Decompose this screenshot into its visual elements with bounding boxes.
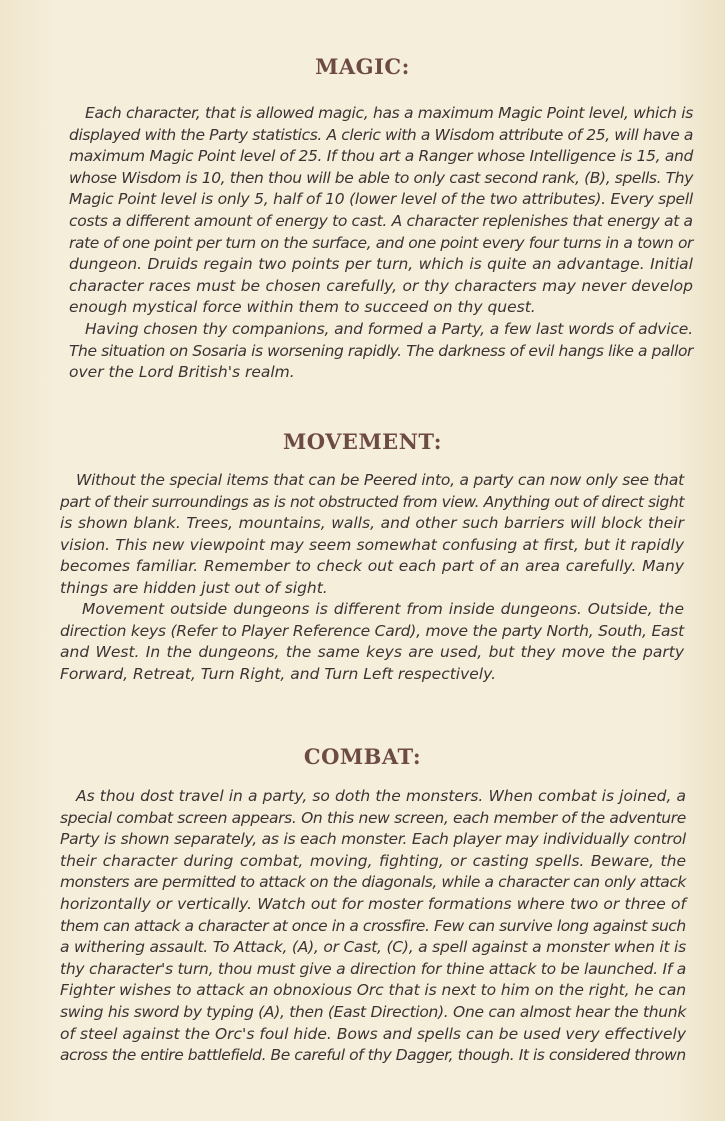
text-line: dungeon. Druids regain two points per turn, which is quite an advantage. Initial (69, 255, 693, 274)
combat-paragraph-1 (60, 786, 686, 1067)
magic-paragraph-1 (69, 103, 693, 319)
text-line: enough mystical force within them to succeed on thy quest. (69, 298, 536, 317)
text-line: displayed with the Party statistics. A cleric with a Wisdom attribute of 25, will have a (69, 125, 693, 144)
text-line: across the entire battlefield. Be careful of thy Dagger, though. It is considered thrown (60, 1046, 686, 1065)
text-line: maximum Magic Point level of 25. If thou art a Ranger whose Intelligence is 15, and (69, 147, 693, 166)
magic-paragraph-2 (69, 319, 693, 384)
text-line: a withering assault. To Attack, (A), or Cast, (C), a spell against a monster when it is (60, 938, 686, 957)
magic-heading: MAGIC: (315, 54, 410, 79)
text-line: As thou dost travel in a party, so doth the monsters. When combat is joined, a (76, 787, 686, 805)
combat-heading: COMBAT: (303, 744, 422, 769)
text-line: horizontally or vertically. Watch out for moster formations where two or three of (60, 894, 686, 913)
text-line: costs a different amount of energy to cast. A character replenishes that energy at a (69, 211, 693, 230)
text-line: Magic Point level is only 5, half of 10 (lower level of the two attributes). Every spell (69, 190, 693, 209)
movement-paragraph-1 (60, 470, 684, 600)
text-line: part of their surroundings as is not obstructed from view. Anything out of direct sight (60, 492, 684, 511)
text-line: whose Wisdom is 10, then thou will be able to only cast second rank, (B), spells. Thy (69, 168, 693, 187)
text-line: things are hidden just out of sight. (60, 578, 328, 597)
text-line: and West. In the dungeons, the same keys are used, but they move the party (60, 643, 684, 662)
text-line: becomes familiar. Remember to check out each part of an area carefully. Many (60, 557, 684, 576)
text-line: Forward, Retreat, Turn Right, and Turn Left respectively. (60, 664, 497, 683)
text-line: swing his sword by typing (A), then (East Direction). One can almost hear the thunk (60, 1002, 686, 1021)
text-line: The situation on Sosaria is worsening rapidly. The darkness of evil hangs like a pallor (69, 341, 693, 360)
text-line: Having chosen thy companions, and formed a Party, a few last words of advice. (85, 320, 693, 338)
text-line: Each character, that is allowed magic, has a maximum Magic Point level, which is (85, 104, 693, 122)
text-line: Fighter wishes to attack an obnoxious Orc that is next to him on the right, he can (60, 981, 686, 1000)
text-line: thy character's turn, thou must give a direction for thine attack to be launched. If a (60, 959, 686, 978)
text-line: over the Lord British's realm. (69, 363, 295, 382)
movement-paragraph-2 (60, 599, 684, 685)
text-line: rate of one point per turn on the surface, and one point every four turns in a town or (69, 233, 693, 252)
text-line: of steel against the Orc's foul hide. Bows and spells can be used very effectively (60, 1024, 686, 1043)
text-line: them can attack a character at once in a crossfire. Few can survive long against such (60, 916, 686, 935)
text-line: character races must be chosen carefully, or thy characters may never develop (69, 276, 693, 295)
text-line: direction keys (Refer to Player Reference Card), move the party North, South, East (60, 621, 684, 640)
text-line: Without the special items that can be Peered into, a party can now only see that (76, 471, 684, 489)
text-line: monsters are permitted to attack on the diagonals, while a character can only attack (60, 873, 686, 892)
text-line: Movement outside dungeons is different from inside dungeons. Outside, the (82, 600, 684, 618)
movement-heading: MOVEMENT: (282, 429, 443, 454)
text-line: vision. This new viewpoint may seem somewhat confusing at first, but it rapidly (60, 535, 684, 554)
text-line: their character during combat, moving, fighting, or casting spells. Beware, the (60, 851, 686, 870)
text-line: special combat screen appears. On this new screen, each member of the adventure (60, 808, 686, 827)
text-line: Party is shown separately, as is each monster. Each player may individually control (60, 830, 686, 849)
text-line: is shown blank. Trees, mountains, walls, and other such barriers will block their (60, 514, 684, 533)
